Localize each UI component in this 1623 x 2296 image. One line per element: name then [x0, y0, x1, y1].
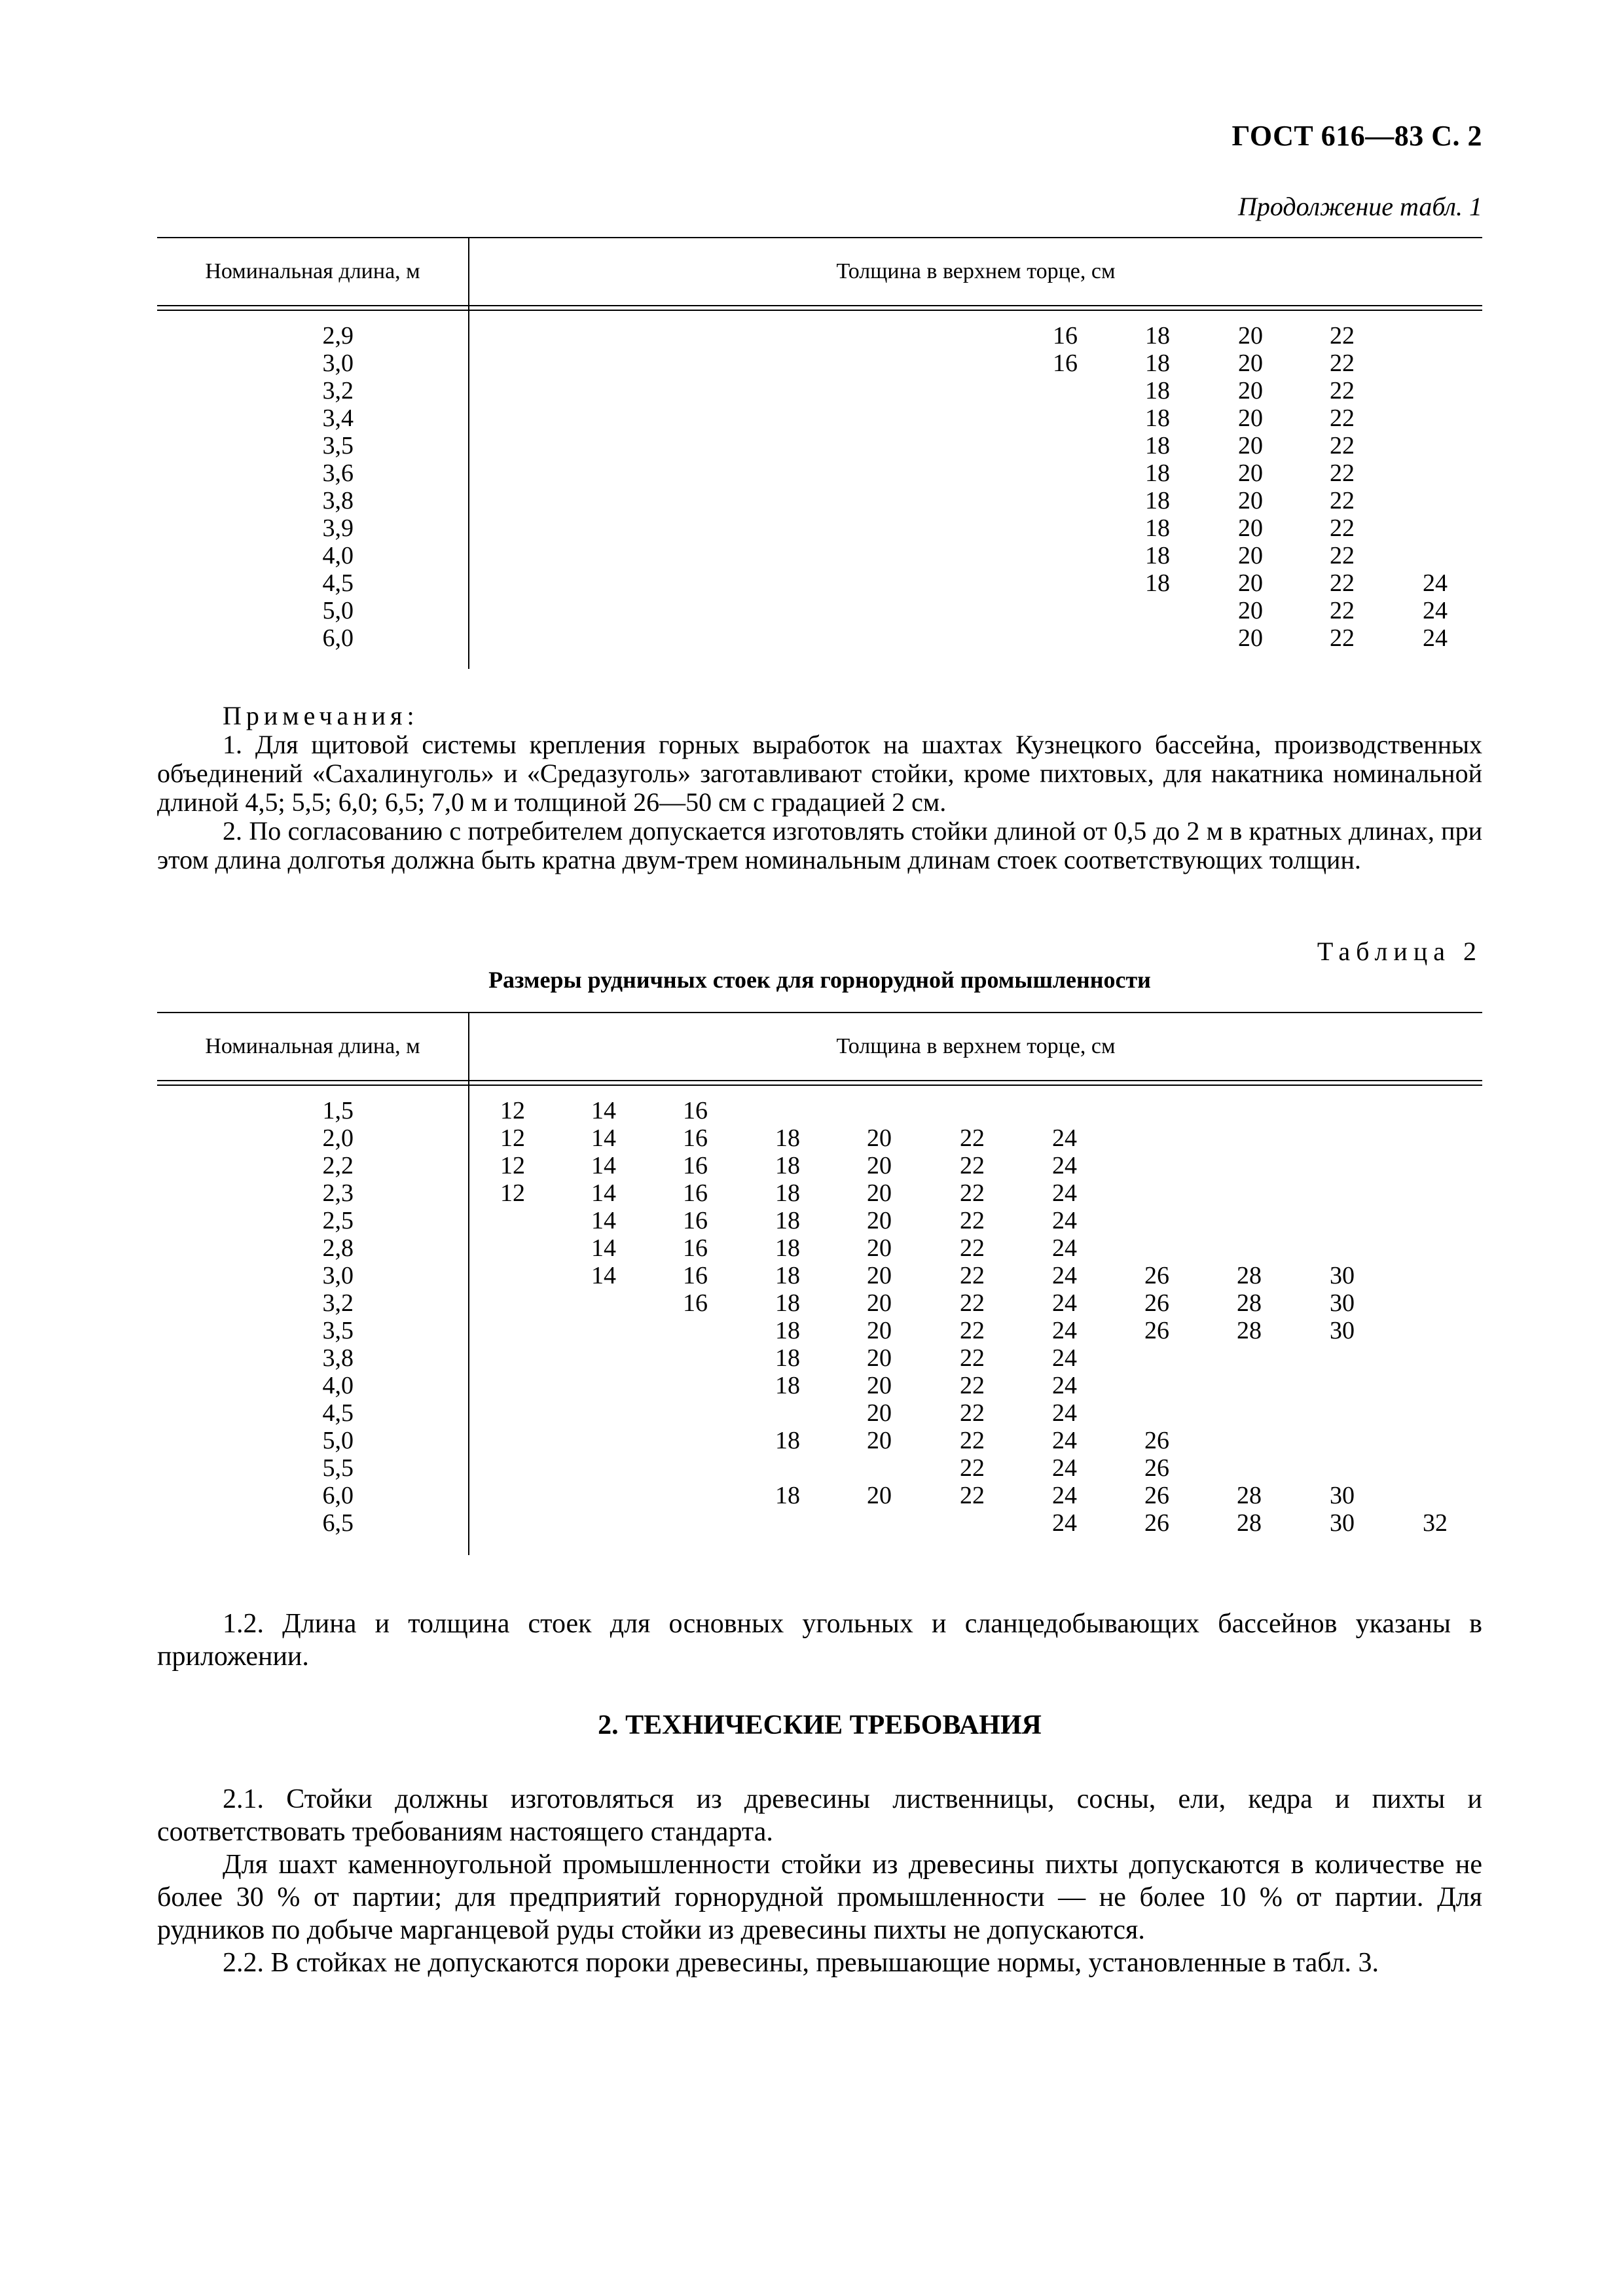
- thickness-cell: 18: [1145, 459, 1170, 487]
- thickness-cell: 30: [1330, 1289, 1355, 1317]
- notes: [157, 702, 1482, 874]
- paragraph-1-2-text: 1.2. Длина и толщина стоек для основных угольных и сланцедобывающих бассейнов указаны в приложении.: [157, 1609, 1482, 1672]
- thickness-cell: 16: [683, 1179, 708, 1207]
- thickness-cell: 22: [960, 1262, 985, 1289]
- thickness-cell: 24: [1052, 1509, 1077, 1537]
- paragraph-2-1-cont: Для шахт каменноугольной промышленности стойки из древесины пихты допускаются в количестве не более 30 % от партии; для предприятий горнорудной промышленности — не более 10 % от партии. Для рудников по добыче марганцевой руды стойки из древесины пихты не допускаются.: [157, 1850, 1482, 1945]
- row-length: 4,5: [322, 1399, 354, 1427]
- thickness-cell: 16: [683, 1152, 708, 1179]
- thickness-cell: 24: [1052, 1427, 1077, 1454]
- table2-label: Таблица 2: [1317, 937, 1482, 966]
- thickness-cell: 26: [1144, 1509, 1169, 1537]
- thickness-cell: 22: [960, 1482, 985, 1509]
- thickness-cell: 24: [1052, 1207, 1077, 1234]
- thickness-cell: 22: [960, 1124, 985, 1152]
- thickness-cell: 22: [1330, 459, 1355, 487]
- thickness-cell: 20: [867, 1427, 892, 1454]
- thickness-cell: 24: [1052, 1179, 1077, 1207]
- thickness-cell: 20: [1238, 350, 1263, 377]
- row-length: 3,6: [322, 459, 354, 487]
- thickness-cell: 18: [1145, 542, 1170, 569]
- thickness-cell: 26: [1144, 1317, 1169, 1344]
- thickness-cell: 16: [683, 1097, 708, 1124]
- row-length: 2,9: [322, 322, 354, 350]
- thickness-cell: 22: [960, 1454, 985, 1482]
- thickness-cell: 20: [1238, 569, 1263, 597]
- thickness-cell: 18: [1145, 322, 1170, 350]
- thickness-cell: 24: [1052, 1124, 1077, 1152]
- thickness-cell: 12: [500, 1152, 525, 1179]
- thickness-cell: 30: [1330, 1262, 1355, 1289]
- thickness-cell: 26: [1144, 1454, 1169, 1482]
- thickness-cell: 18: [1145, 377, 1170, 404]
- thickness-cell: 18: [1145, 404, 1170, 432]
- thickness-cell: 24: [1423, 569, 1448, 597]
- thickness-cell: 20: [867, 1179, 892, 1207]
- thickness-cell: 20: [867, 1262, 892, 1289]
- thickness-cell: 24: [1423, 597, 1448, 624]
- thickness-cell: 24: [1052, 1454, 1077, 1482]
- page-header: ГОСТ 616—83 С. 2: [1231, 120, 1482, 152]
- thickness-cell: 28: [1237, 1509, 1262, 1537]
- thickness-cell: 20: [1238, 542, 1263, 569]
- thickness-cell: 22: [1330, 542, 1355, 569]
- thickness-cell: 24: [1052, 1372, 1077, 1399]
- table2-title: Размеры рудничных стоек для горнорудной промышленности: [488, 967, 1151, 993]
- thickness-cell: 22: [960, 1152, 985, 1179]
- note-2: 2. По согласованию с потребителем допускается изготовлять стойки длиной от 0,5 до 2 м в кратных длинах, при этом длина долготья должна быть кратна двум-трем номинальным длинам стоек соответствующих толщин.: [157, 816, 1482, 874]
- row-length: 5,5: [322, 1454, 354, 1482]
- thickness-cell: 22: [960, 1179, 985, 1207]
- thickness-cell: 12: [500, 1124, 525, 1152]
- thickness-cell: 18: [1145, 432, 1170, 459]
- thickness-cell: 26: [1144, 1289, 1169, 1317]
- thickness-cell: 20: [1238, 514, 1263, 542]
- thickness-cell: 22: [1330, 569, 1355, 597]
- thickness-cell: 20: [867, 1207, 892, 1234]
- thickness-cell: 30: [1330, 1509, 1355, 1537]
- row-length: 2,8: [322, 1234, 354, 1262]
- thickness-cell: 20: [867, 1482, 892, 1509]
- thickness-cell: 22: [960, 1427, 985, 1454]
- thickness-cell: 18: [775, 1207, 800, 1234]
- notes-title: Примечания:: [223, 701, 419, 730]
- thickness-cell: 18: [775, 1179, 800, 1207]
- thickness-cell: 20: [1238, 487, 1263, 514]
- thickness-cell: 20: [1238, 624, 1263, 652]
- thickness-cell: 30: [1330, 1482, 1355, 1509]
- thickness-cell: 22: [960, 1289, 985, 1317]
- thickness-cell: 22: [1330, 597, 1355, 624]
- row-length: 2,2: [322, 1152, 354, 1179]
- thickness-cell: 18: [775, 1124, 800, 1152]
- thickness-cell: 22: [1330, 322, 1355, 350]
- thickness-cell: 24: [1052, 1399, 1077, 1427]
- thickness-cell: 32: [1423, 1509, 1448, 1537]
- paragraph-2-2: 2.2. В стойках не допускаются пороки древесины, превышающие нормы, установленные в табл. 3.: [223, 1948, 1379, 1978]
- thickness-cell: 14: [591, 1152, 616, 1179]
- row-length: 5,0: [322, 597, 354, 624]
- row-length: 2,3: [322, 1179, 354, 1207]
- thickness-cell: 24: [1052, 1152, 1077, 1179]
- thickness-cell: 18: [1145, 569, 1170, 597]
- thickness-cell: 26: [1144, 1262, 1169, 1289]
- thickness-cell: 22: [960, 1372, 985, 1399]
- thickness-cell: 12: [500, 1097, 525, 1124]
- row-length: 1,5: [322, 1097, 354, 1124]
- table1-top-rule: [157, 237, 1482, 238]
- paragraph-2-1: 2.1. Стойки должны изготовляться из древесины лиственницы, сосны, ели, кедра и пихты и соответствовать требованиям настоящего стандарта.: [157, 1784, 1482, 1847]
- row-length: 3,8: [322, 1344, 354, 1372]
- thickness-cell: 18: [775, 1234, 800, 1262]
- row-length: 3,9: [322, 514, 354, 542]
- thickness-cell: 16: [683, 1289, 708, 1317]
- row-length: 4,0: [322, 542, 354, 569]
- thickness-cell: 20: [867, 1344, 892, 1372]
- section-2-title: 2. ТЕХНИЧЕСКИЕ ТРЕБОВАНИЯ: [598, 1710, 1042, 1740]
- row-length: 3,5: [322, 1317, 354, 1344]
- thickness-cell: 26: [1144, 1427, 1169, 1454]
- thickness-cell: 16: [1053, 350, 1078, 377]
- thickness-cell: 18: [1145, 514, 1170, 542]
- thickness-cell: 24: [1423, 624, 1448, 652]
- thickness-cell: 22: [960, 1234, 985, 1262]
- thickness-cell: 14: [591, 1207, 616, 1234]
- thickness-cell: 28: [1237, 1289, 1262, 1317]
- thickness-cell: 18: [775, 1262, 800, 1289]
- thickness-cell: 16: [683, 1124, 708, 1152]
- table1-continuation-label: Продолжение табл. 1: [1237, 192, 1482, 221]
- thickness-cell: 16: [683, 1234, 708, 1262]
- thickness-cell: 20: [867, 1317, 892, 1344]
- row-length: 3,8: [322, 487, 354, 514]
- thickness-cell: 24: [1052, 1344, 1077, 1372]
- paragraph-1-2: [157, 1607, 1482, 1673]
- thickness-cell: 14: [591, 1179, 616, 1207]
- thickness-cell: 18: [775, 1152, 800, 1179]
- thickness-cell: 22: [1330, 487, 1355, 514]
- thickness-cell: 20: [867, 1124, 892, 1152]
- table2-header-length: Номинальная длина, м: [205, 1034, 420, 1058]
- row-length: 6,5: [322, 1509, 354, 1537]
- table2-header-thickness: Толщина в верхнем торце, см: [836, 1034, 1116, 1058]
- thickness-cell: 14: [591, 1124, 616, 1152]
- thickness-cell: 20: [1238, 459, 1263, 487]
- table1-header-rule: [157, 305, 1482, 311]
- thickness-cell: 18: [775, 1317, 800, 1344]
- row-length: 3,2: [322, 377, 354, 404]
- table2-column-separator: [468, 1012, 469, 1555]
- thickness-cell: 28: [1237, 1482, 1262, 1509]
- thickness-cell: 30: [1330, 1317, 1355, 1344]
- thickness-cell: 20: [867, 1234, 892, 1262]
- thickness-cell: 24: [1052, 1317, 1077, 1344]
- thickness-cell: 20: [867, 1289, 892, 1317]
- thickness-cell: 20: [1238, 404, 1263, 432]
- thickness-cell: 18: [775, 1289, 800, 1317]
- table1-column-separator: [468, 237, 469, 669]
- thickness-cell: 22: [960, 1207, 985, 1234]
- thickness-cell: 24: [1052, 1262, 1077, 1289]
- thickness-cell: 20: [1238, 597, 1263, 624]
- row-length: 3,0: [322, 350, 354, 377]
- thickness-cell: 22: [1330, 404, 1355, 432]
- thickness-cell: 20: [867, 1372, 892, 1399]
- row-length: 3,4: [322, 404, 354, 432]
- thickness-cell: 28: [1237, 1317, 1262, 1344]
- row-length: 3,5: [322, 432, 354, 459]
- table2: [157, 1012, 1482, 1555]
- thickness-cell: 18: [1145, 487, 1170, 514]
- thickness-cell: 16: [683, 1207, 708, 1234]
- thickness-cell: 18: [775, 1482, 800, 1509]
- thickness-cell: 24: [1052, 1234, 1077, 1262]
- thickness-cell: 18: [775, 1344, 800, 1372]
- table2-top-rule: [157, 1012, 1482, 1013]
- thickness-cell: 28: [1237, 1262, 1262, 1289]
- thickness-cell: 16: [1053, 322, 1078, 350]
- thickness-cell: 20: [867, 1152, 892, 1179]
- thickness-cell: 20: [1238, 322, 1263, 350]
- thickness-cell: 14: [591, 1234, 616, 1262]
- section-2-body: [157, 1783, 1482, 1979]
- thickness-cell: 24: [1052, 1289, 1077, 1317]
- thickness-cell: 12: [500, 1179, 525, 1207]
- thickness-cell: 22: [960, 1399, 985, 1427]
- thickness-cell: 22: [960, 1344, 985, 1372]
- thickness-cell: 22: [1330, 624, 1355, 652]
- table1-header-length: Номинальная длина, м: [205, 259, 420, 283]
- row-length: 5,0: [322, 1427, 354, 1454]
- thickness-cell: 16: [683, 1262, 708, 1289]
- row-length: 2,5: [322, 1207, 354, 1234]
- row-length: 3,2: [322, 1289, 354, 1317]
- thickness-cell: 20: [1238, 377, 1263, 404]
- row-length: 6,0: [322, 624, 354, 652]
- thickness-cell: 18: [775, 1372, 800, 1399]
- note-1: 1. Для щитовой системы крепления горных выработок на шахтах Кузнецкого бассейна, производственных объединений «Сахалинуголь» и «Средазуголь» заготавливают стойки, кроме пихтовых, для накатника номинальной длиной 4,5; 5,5; 6,0; 6,5; 7,0 м и толщиной 26—50 см с градацией 2 см.: [157, 730, 1482, 817]
- thickness-cell: 22: [960, 1317, 985, 1344]
- table1-header-thickness: Толщина в верхнем торце, см: [836, 259, 1116, 283]
- row-length: 6,0: [322, 1482, 354, 1509]
- thickness-cell: 22: [1330, 514, 1355, 542]
- row-length: 2,0: [322, 1124, 354, 1152]
- row-length: 4,5: [322, 569, 354, 597]
- thickness-cell: 22: [1330, 350, 1355, 377]
- thickness-cell: 20: [867, 1399, 892, 1427]
- table1: [157, 237, 1482, 669]
- thickness-cell: 24: [1052, 1482, 1077, 1509]
- table2-header-rule: [157, 1080, 1482, 1086]
- row-length: 4,0: [322, 1372, 354, 1399]
- thickness-cell: 18: [1145, 350, 1170, 377]
- thickness-cell: 22: [1330, 377, 1355, 404]
- thickness-cell: 20: [1238, 432, 1263, 459]
- thickness-cell: 14: [591, 1097, 616, 1124]
- thickness-cell: 14: [591, 1262, 616, 1289]
- thickness-cell: 26: [1144, 1482, 1169, 1509]
- thickness-cell: 22: [1330, 432, 1355, 459]
- row-length: 3,0: [322, 1262, 354, 1289]
- thickness-cell: 18: [775, 1427, 800, 1454]
